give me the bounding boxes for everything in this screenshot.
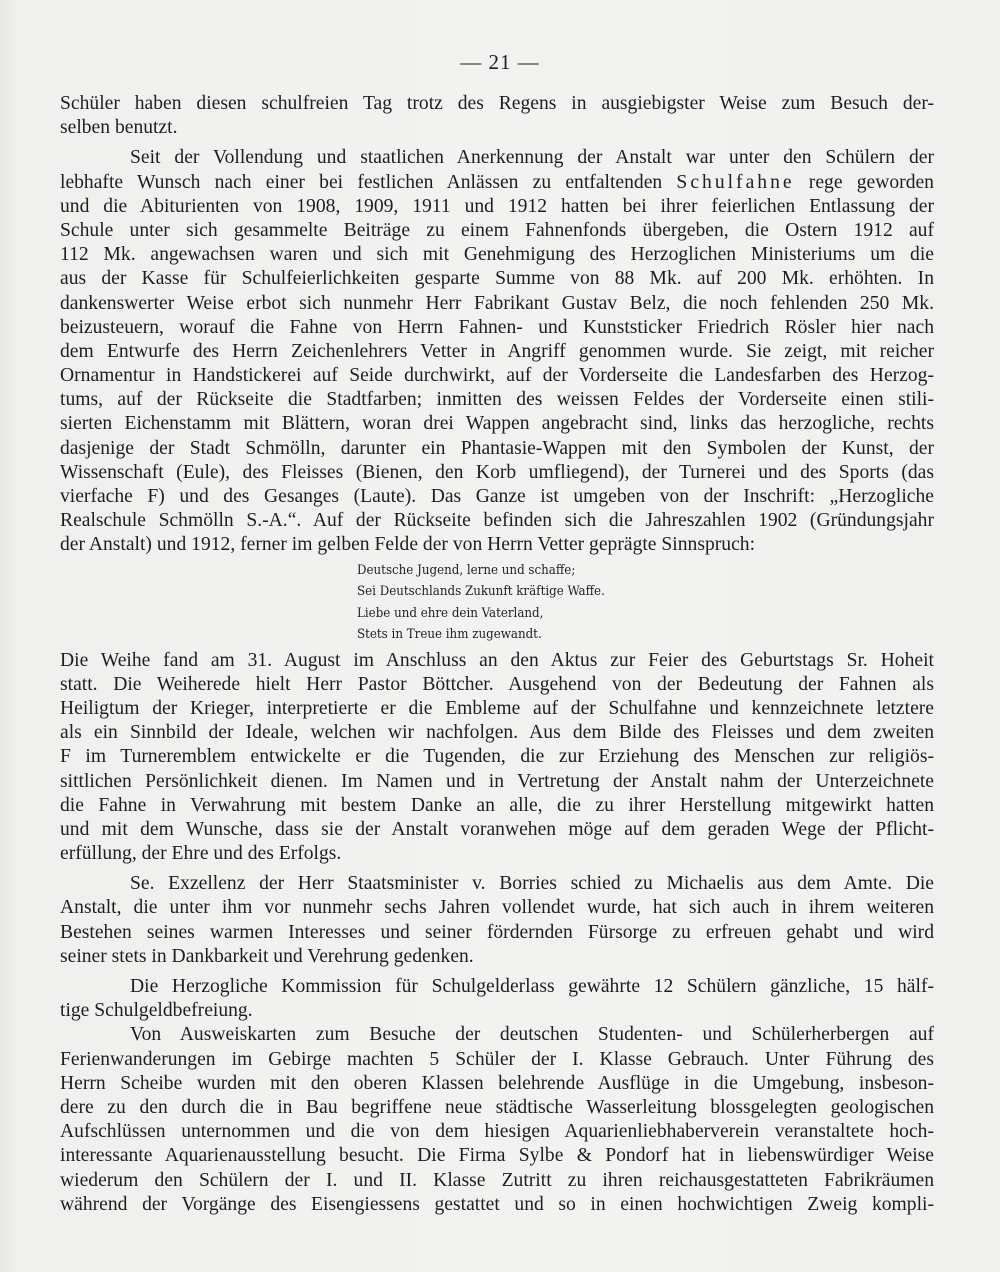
- text-line: sittlichen Persönlichkeit dienen. Im Namen und in Vertretung der Anstalt nahm der Unterzeichnete: [60, 770, 934, 792]
- verse-line: Deutsche Jugend, lerne und schaffe;: [357, 562, 576, 578]
- text-line: Herrn Scheibe wurden mit den oberen Klassen belehrende Ausflüge in die Umgebung, insbeson-: [60, 1072, 934, 1094]
- text-line: dasjenige der Stadt Schmölln, darunter ein Phantasie-Wappen mit den Symbolen der Kunst, der: [60, 437, 934, 459]
- text-line: seiner stets in Dankbarkeit und Verehrung gedenken.: [60, 945, 474, 967]
- text-line: während der Vorgänge des Eisengiessens gestattet und so in einen hochwichtigen Zweig kompli-: [60, 1193, 934, 1215]
- verse-line: Liebe und ehre dein Vaterland,: [357, 605, 544, 621]
- text-line: Bestehen seines warmen Interesses und seiner fördernden Fürsorge zu erfreuen gehabt und wird: [60, 921, 934, 943]
- text-line: die Fahne in Verwahrung mit bestem Danke an alle, die zu ihrer Herstellung mitgewirkt hatten: [60, 794, 934, 816]
- text-line: Schüler haben diesen schulfreien Tag trotz des Regens in ausgiebigster Weise zum Besuch der-: [60, 93, 934, 114]
- text-line: Schule unter sich gesammelte Beiträge zu einem Fahnenfonds übergeben, die Ostern 1912 auf: [60, 219, 934, 241]
- text-line: Die Herzogliche Kommission für Schulgelderlass gewährte 12 Schülern gänzliche, 15 hälf-: [130, 976, 934, 997]
- text-line: und die Abiturienten von 1908, 1909, 1911 und 1912 hatten bei ihrer feierlichen Entlassung der: [60, 195, 934, 217]
- paragraph-borries: [60, 872, 934, 969]
- text-line: tige Schulgeldbefreiung.: [60, 1000, 253, 1022]
- text-line: F im Turneremblem entwickelte er die Tugenden, die zur Erziehung des Menschen zur religiös-: [60, 746, 934, 768]
- text-line: aus der Kasse für Schulfeierlichkeiten gesparte Summe von 88 Mk. auf 200 Mk. erhöhten. In: [60, 268, 934, 290]
- text-line: statt. Die Weiherede hielt Herr Pastor Böttcher. Ausgehend von der Bedeutung der Fahnen als: [60, 673, 934, 695]
- paragraph-ausweiskarten: [60, 1023, 934, 1217]
- paragraph-continuation: [60, 92, 934, 140]
- emphasis-schulfahne: Schulfahne: [676, 171, 795, 193]
- text-line: Heiligtum der Krieger, interpretierte er die Embleme auf der Schulfahne und kennzeichnete letztere: [60, 697, 934, 719]
- paragraph-schulfahne: [60, 146, 934, 557]
- text-line: 112 Mk. angewachsen waren und sich mit Genehmigung des Herzoglichen Ministeriums um die: [60, 244, 934, 266]
- text-line: dere zu den durch die in Bau begriffene neue städtische Wasserleitung blossgelegten geologischen: [60, 1096, 934, 1118]
- body-text: [60, 92, 934, 1217]
- motto-verse: [357, 560, 934, 646]
- text-line: sierten Eichenstamm mit Blättern, woran drei Wappen angebracht sind, links das herzogliche, rechts: [60, 413, 934, 435]
- text-line: selben benutzt.: [60, 117, 178, 139]
- text-line: Wissenschaft (Eule), des Fleisses (Bienen, den Korb umfliegend), der Turnerei und des Sports (das: [60, 461, 934, 483]
- text-line: lebhafte Wunsch nach einer bei festlichen Anlässen zu entfaltenden Schulfahne rege geworden: [60, 171, 934, 193]
- text-line: Realschule Schmölln S.-A.“. Auf der Rückseite befinden sich die Jahreszahlen 1902 (Gründungsjahr: [60, 510, 934, 532]
- page-number: — 21 —: [460, 50, 540, 74]
- text-line: dem Entwurfe des Herrn Zeichenlehrers Vetter in Angriff genommen wurde. Sie zeigt, mit reicher: [60, 340, 934, 362]
- text-line: Aufschlüssen unternommen und die von dem hiesigen Aquarienliebhaberverein veranstaltete hoch-: [60, 1121, 934, 1143]
- text-line: der Anstalt) und 1912, ferner im gelben Felde der von Herrn Vetter geprägte Sinnspruch:: [60, 534, 756, 556]
- text-line: vierfache F) und des Gesanges (Laute). Das Ganze ist umgeben von der Inschrift: „Herzogliche: [60, 486, 934, 507]
- text-line: interessante Aquarienausstellung besucht. Die Firma Sylbe & Pondorf hat in liebenswürdiger Weise: [60, 1145, 934, 1167]
- paragraph-weihe: [60, 649, 934, 867]
- verse-line: Sei Deutschlands Zukunft kräftige Waffe.: [357, 584, 605, 600]
- paragraph-schulgelderlass: [60, 975, 934, 1023]
- text-line: Ornamentur in Handstickerei auf Seide durchwirkt, auf der Vorderseite die Landesfarben des Herzog-: [60, 365, 934, 387]
- text-line: erfüllung, der Ehre und des Erfolgs.: [60, 843, 342, 865]
- text-line: dankenswerter Weise erbot sich nunmehr Herr Fabrikant Gustav Belz, die noch fehlenden 250 Mk.: [60, 292, 934, 314]
- text-line: beizusteuern, worauf die Fahne von Herrn Fahnen- und Kunststicker Friedrich Rösler hier nach: [60, 316, 934, 338]
- text-line: und mit dem Wunsche, dass sie der Anstalt voranwehen möge auf dem geraden Wege der Pflicht-: [60, 818, 934, 840]
- text-line: wiederum den Schülern der I. und II. Klasse Zutritt zu ihren reichausgestatteten Fabrikräumen: [60, 1169, 934, 1191]
- text-line: Seit der Vollendung und staatlichen Anerkennung der Anstalt war unter den Schülern der: [130, 147, 934, 169]
- text-line: tums, auf der Rückseite die Stadtfarben; inmitten des weissen Feldes der Vorderseite einen stili-: [60, 389, 934, 411]
- text-line: als ein Sinnbild der Ideale, welchen wir nachfolgen. Aus dem Bilde des Fleisses und dem zweiten: [60, 722, 934, 744]
- text-line: Anstalt, die unter ihm vor nunmehr sechs Jahren vollendet wurde, hat sich auch in ihrem weiteren: [60, 897, 934, 919]
- text-line: Die Weihe fand am 31. August im Anschluss an den Aktus zur Feier des Geburtstags Sr. Hoheit: [60, 649, 934, 671]
- text-line: Se. Exzellenz der Herr Staatsminister v. Borries schied zu Michaelis aus dem Amte. Die: [130, 873, 934, 895]
- text-line: Von Ausweiskarten zum Besuche der deutschen Studenten- und Schülerherbergen auf: [130, 1024, 934, 1046]
- verse-line: Stets in Treue ihm zugewandt.: [357, 627, 542, 643]
- text-line: Ferienwanderungen im Gebirge machten 5 Schüler der I. Klasse Gebrauch. Unter Führung des: [60, 1048, 934, 1070]
